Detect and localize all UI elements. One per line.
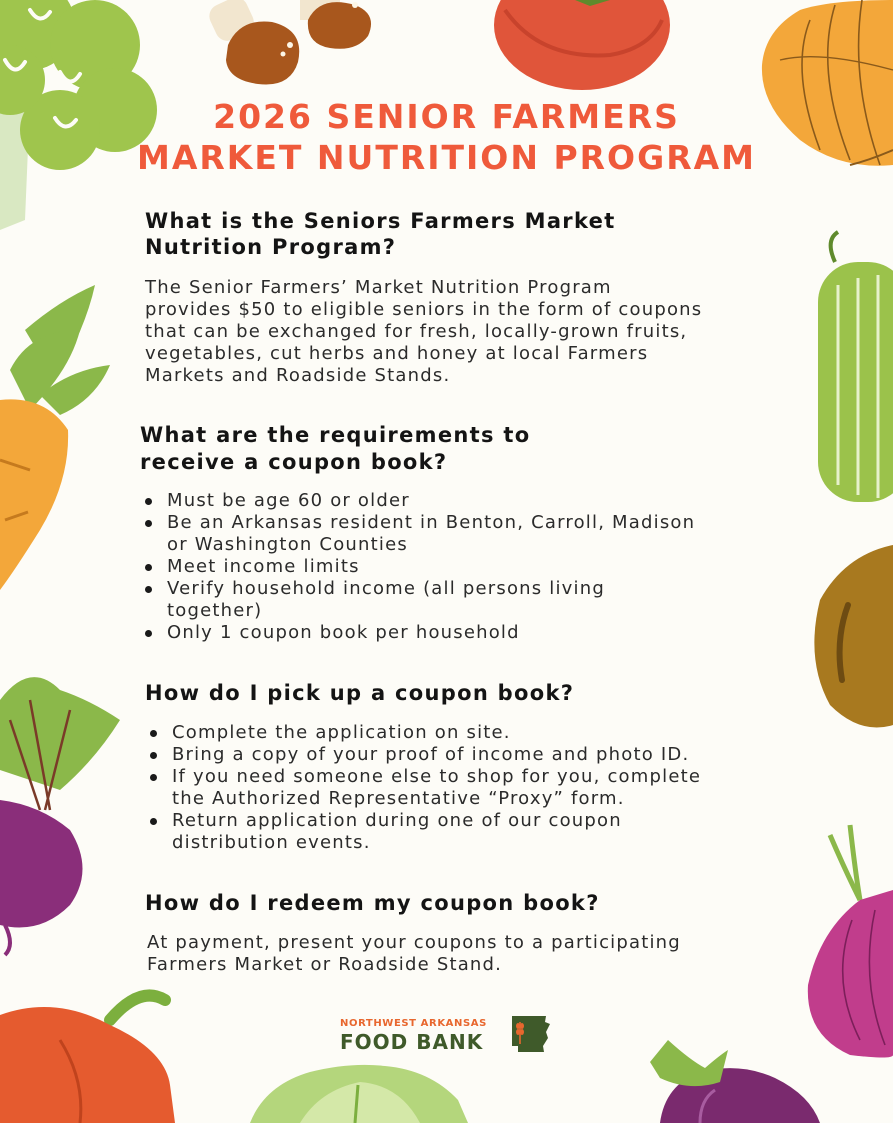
red-onion-icon <box>808 825 893 1058</box>
list-item: Meet income limits <box>143 556 695 578</box>
section-4-body <box>147 932 681 976</box>
cucumber-icon <box>818 232 893 502</box>
pickup-list <box>148 722 701 854</box>
potato-icon <box>814 545 893 728</box>
list-item: Return application during one of our coupon distribution events. <box>148 810 701 854</box>
section-1-heading-line-1: What is the Seniors Farmers Market <box>145 209 616 233</box>
body-line: At payment, present your coupons to a participating <box>147 932 681 953</box>
list-item: Complete the application on site. <box>148 722 701 744</box>
logo-line-1: NORTHWEST ARKANSAS <box>340 1018 487 1029</box>
body-line: vegetables, cut herbs and honey at local Farmers <box>145 343 649 364</box>
mushroom-icon <box>205 0 371 85</box>
list-item: Bring a copy of your proof of income and photo ID. <box>148 744 701 766</box>
section-1-heading-line-2: Nutrition Program? <box>145 235 397 259</box>
logo-line-2: FOOD BANK <box>340 1030 484 1054</box>
body-line: Markets and Roadside Stands. <box>145 365 451 386</box>
section-1-body <box>145 277 702 387</box>
beet-icon <box>0 677 120 955</box>
body-line: provides $50 to eligible seniors in the form of coupons <box>145 299 703 320</box>
body-line: The Senior Farmers’ Market Nutrition Program <box>145 277 612 298</box>
title-line-2: MARKET NUTRITION PROGRAM <box>137 138 756 177</box>
carrot-icon <box>0 285 110 590</box>
section-2-heading-line-2: receive a coupon book? <box>140 450 448 474</box>
section-3-heading: How do I pick up a coupon book? <box>145 681 575 705</box>
tomato-icon <box>494 0 670 90</box>
list-item: Must be age 60 or older <box>143 490 695 512</box>
list-item: Be an Arkansas resident in Benton, Carroll, Madison or Washington Counties <box>143 512 695 556</box>
list-item: Verify household income (all persons living together) <box>143 578 695 622</box>
body-line: Farmers Market or Roadside Stand. <box>147 954 503 975</box>
arkansas-state-icon <box>510 1014 554 1054</box>
eggplant-icon <box>650 1040 820 1123</box>
bell-pepper-icon <box>0 996 175 1123</box>
section-2-heading-line-1: What are the requirements to <box>140 423 531 447</box>
section-4-heading: How do I redeem my coupon book? <box>145 891 600 915</box>
title-line-1: 2026 SENIOR FARMERS <box>213 97 680 136</box>
food-bank-logo <box>340 1012 555 1054</box>
requirements-list <box>143 490 695 644</box>
lettuce-icon <box>250 1065 468 1123</box>
list-item: If you need someone else to shop for you, complete the Authorized Representative “Proxy” form. <box>148 766 701 810</box>
list-item: Only 1 coupon book per household <box>143 622 695 644</box>
body-line: that can be exchanged for fresh, locally-grown fruits, <box>145 321 688 342</box>
